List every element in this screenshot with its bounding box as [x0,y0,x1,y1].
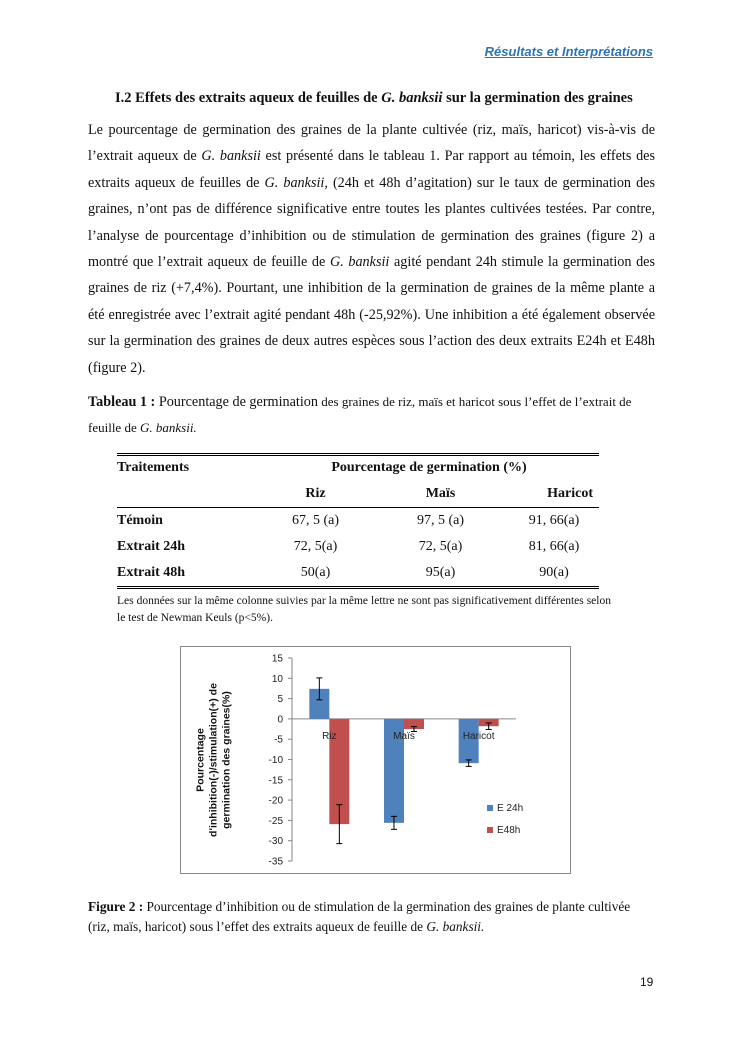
table-row: Témoin 67, 5 (a) 97, 5 (a) 91, 66(a) [117,513,580,528]
y-tick-label: -20 [268,795,283,807]
header-germination: Pourcentage de germination (%) [259,455,599,481]
header-treatments: Traitements [117,455,259,481]
y-tick-label: -5 [274,734,283,746]
figure-caption: Figure 2 : Pourcentage d’inhibition ou de stimulation de la germination des graines de plante cultivée (riz, maïs, haricot) sous l’effet des extraits aqueux de feuille de G. banksii. [88,899,631,934]
header-mais: Maïs [372,480,509,508]
legend-swatch [487,805,493,811]
legend-swatch [487,827,493,833]
y-tick-label: 10 [271,673,283,685]
legend-label: E48h [497,825,521,836]
y-tick-label: -30 [268,836,283,848]
germination-table [117,453,599,589]
header-riz: Riz [259,480,372,508]
x-category-label: Haricot [462,730,495,742]
figure-2-chart [180,646,571,874]
section-title: I.2 Effets des extraits aqueux de feuilles de G. banksii sur la germination des graines [115,90,633,106]
page-number: 19 [640,975,654,989]
legend-label: E 24h [497,803,524,814]
y-tick-label: 5 [277,694,283,706]
y-tick-label: 15 [271,653,283,665]
y-tick-label: -15 [268,775,283,787]
y-tick-label: -25 [268,815,283,827]
x-category-label: Riz [322,730,337,742]
table-row: Extrait 24h 72, 5(a) 72, 5(a) 81, 66(a) [117,539,580,554]
table-caption: Tableau 1 : Pourcentage de germination des graines de riz, maïs et haricot sous l’effet de l’extrait de feuille de G. banksii. [88,394,632,435]
header-haricot: Haricot [509,480,599,508]
y-axis-label: Pourcentage d'inhibition(-)/stimulation(+) de germination des graines(%) [194,683,233,837]
y-tick-label: 0 [277,714,283,726]
table-note: Les données sur la même colonne suivies par la même lettre ne sont pas significativement différentes selon le test de Newman Keuls (p<5%). [117,595,611,624]
y-tick-label: -35 [268,856,283,868]
table-row: Extrait 48h 50(a) 95(a) 90(a) [117,560,599,588]
y-tick-label: -10 [268,755,283,766]
x-category-label: Maïs [393,730,415,742]
running-header: Résultats et Interprétations [484,44,653,59]
chart-canvas [181,647,570,873]
body-paragraph: Le pourcentage de germination des graines de la plante cultivée (riz, maïs, haricot) vis-à-vis de l’extrait aqueux de G. banksii est présenté dans le tableau 1. Par rapport au témoin, les effets des extraits aqueux de feuilles de G. banksii, (24h et 48h d’agitation) sur le taux de germination des graines, n’ont pas de différence significative entre toutes les plantes cultivées testées. Par contre, l’analyse de pourcentage d’inhibition ou de stimulation de germination des graines (figure 2) a montré que l’extrait aqueux de feuille de G. banksii agité pendant 24h stimule la germination des graines de riz (+7,4%). Pourtant, une inhibition de la germination de graines de la même plante a été enregistrée avec l’extrait agité pendant 48h (-25,92%). Une inhibition a été également observée sur la germination des graines de deux autres espèces sous l’action des deux extraits E24h et E48h (figure 2). [88,122,655,376]
